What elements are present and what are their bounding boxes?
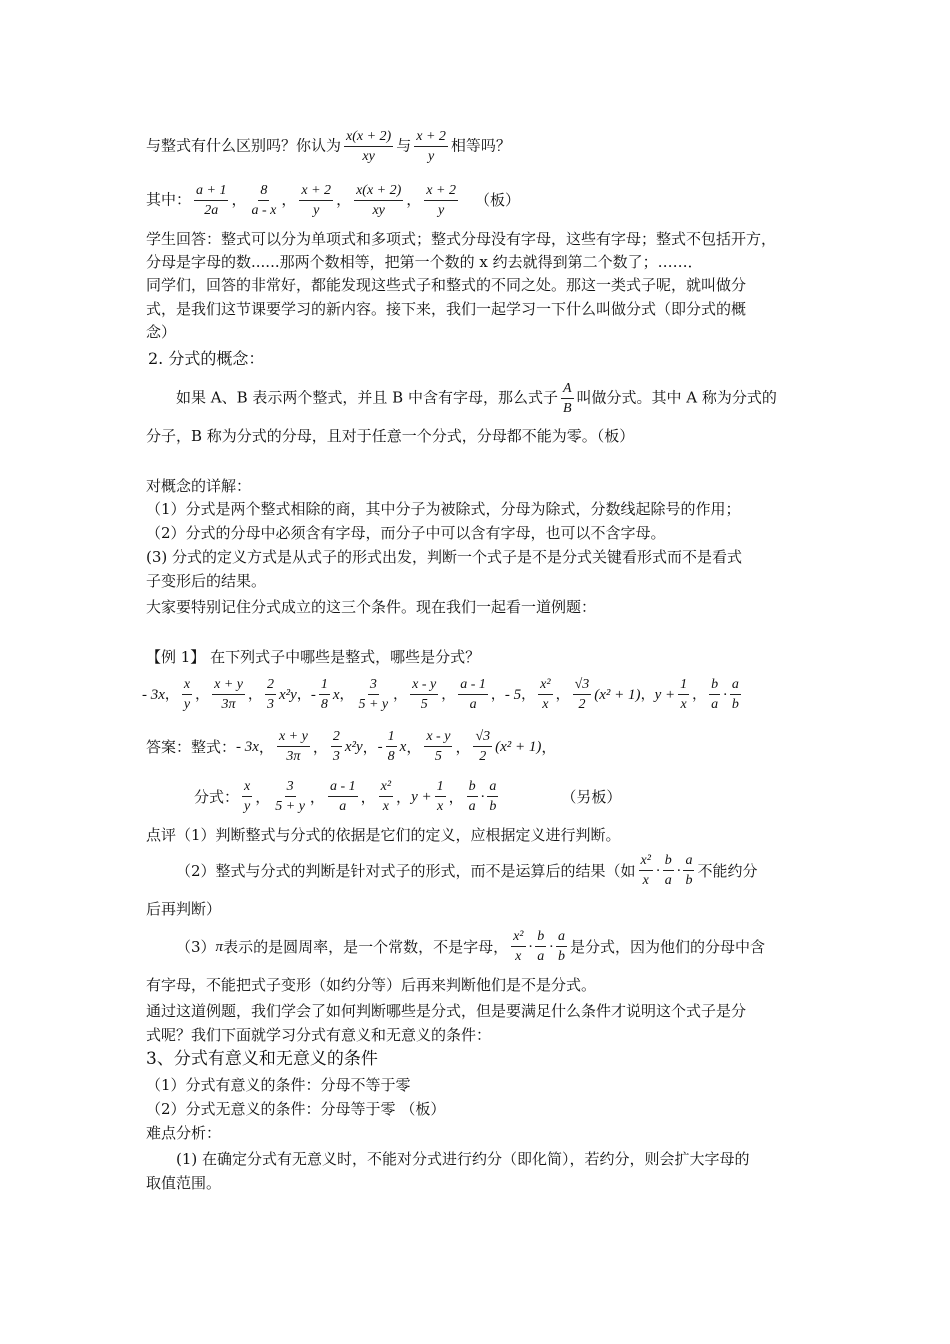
paragraph-line: 其中： $\frac{a + 1}{2a}$ ， $\frac{8}{a - x}$ ， $\frac{x + 2}{y}$ ， $\frac{x(x + 2)}{xy}$ ， $\frac{x + 2}{y}$ （板）: [146, 183, 520, 218]
fraction: $\frac{x(x + 2)}{xy}$: [346, 129, 392, 164]
fraction: $\frac{x + 2}{y}$: [426, 183, 456, 218]
answer-fraction-line: 分式： $\frac{x}{y}$ ， $\frac{3}{5 + y}$ ， $\frac{a - 1}{a}$ ， $\frac{\text{x²}}{x}$ ， y + $\frac{1}{x}$ ， $\frac{b}{a}$ · $\frac{a}{b}$ （另板）: [194, 779, 622, 814]
fraction: $\frac{x(x + 2)}{xy}$: [356, 183, 402, 218]
paragraph-line: 式呢？我们下面就学习分式有意义和无意义的条件：: [146, 1026, 492, 1044]
paragraph-line: 分子，B 称为分式的分母，且对于任意一个分式，分母都不能为零。（板）: [146, 427, 635, 445]
text: 其中：: [146, 190, 192, 209]
paragraph-line: 学生回答：整式可以分为单项式和多项式；整式分母没有字母，这些有字母；整式不包括开方，: [146, 230, 777, 248]
paragraph-line: 有字母，不能把式子变形（如约分等）后再来判断他们是不是分式。: [146, 976, 597, 994]
paragraph-line: 子变形后的结果。: [146, 572, 267, 590]
paragraph-line: 点评（1）判断整式与分式的依据是它们的定义，应根据定义进行判断。: [146, 826, 621, 844]
example-title: 【例 1】 在下列式子中哪些是整式，哪些是分式？: [146, 648, 481, 666]
text: 相等吗？: [450, 136, 511, 155]
fraction: $\frac{8}{a - x}$: [251, 183, 277, 218]
paragraph-line: [146, 128, 826, 165]
fraction: $\frac{a + 1}{2a}$: [196, 183, 227, 218]
fraction: $\frac{x + 2}{y}$: [416, 129, 446, 164]
paragraph-line: 如果 A、B 表示两个整式，并且 B 中含有字母，那么式子 $\frac{A}{B}$ 叫做分式。其中 A 称为分式的: [176, 381, 777, 416]
paragraph-line: 通过这道例题，我们学会了如何判断哪些是分式，但是要满足什么条件才说明这个式子是分: [146, 1002, 747, 1020]
text: （板）: [474, 190, 520, 209]
fraction: $\frac{A}{B}$: [562, 381, 572, 416]
paragraph-line: 念）: [146, 323, 177, 341]
paragraph-line: 对概念的详解：: [146, 477, 252, 495]
paragraph-line: 大家要特别记住分式成立的这三个条件。现在我们一起看一道例题：: [146, 598, 597, 616]
paragraph-line: 式，是我们这节课要学习的新内容。接下来，我们一起学习一下什么叫做分式（即分式的概: [146, 300, 747, 318]
answer-integral-line: 答案：整式： - 3x ， $\frac{x + y}{3\pi}$ ， $\frac{2}{3}$ x²y ， - $\frac{1}{8}$ x ， $\frac{x - y}{5}$ ， $\frac{√3}{2}$ (x² + 1) ，: [146, 729, 557, 764]
list-item: （1）分式是两个整式相除的商，其中分子为被除式，分母为除式，分数线起除号的作用；: [146, 500, 741, 518]
text: 与: [396, 136, 412, 155]
paragraph-line: （3） π 表示的是圆周率，是一个常数，不是字母， $\frac{\text{x²}}{x}$ · $\frac{b}{a}$ · $\frac{a}{b}$ 是分式，因为他们的分母中含: [176, 929, 766, 964]
paragraph-line: (1) 在确定分式有无意义时，不能对分式进行约分（即化简），若约分，则会扩大字母的: [176, 1150, 750, 1168]
section-heading: 3、分式有意义和无意义的条件: [146, 1049, 378, 1069]
paragraph-line: （2）整式与分式的判断是针对式子的形式，而不是运算后的结果（如 $\frac{\text{x²}}{x}$ · $\frac{b}{a}$ · $\frac{a}{b}$ 不能约分: [176, 853, 758, 888]
section-heading: 2. 分式的概念：: [148, 349, 265, 368]
paragraph-line: 分母是字母的数......那两个数相等，把第一个数的 x 约去就得到第二个数了；……．: [146, 253, 703, 271]
fraction: $\frac{x + 2}{y}$: [301, 183, 332, 218]
list-item: (3) 分式的定义方式是从式子的形式出发，判断一个式子是不是分式关键看形式而不是看式: [146, 548, 743, 566]
expression-list: - 3x ， $\frac{x}{y}$ ， $\frac{x + y}{3\pi}$ ， $\frac{2}{3}$ x²y ， - $\frac{1}{8}$ x ， $\frac{3}{5 + y}$ ， $\frac{x - y}{5}$ ， $\frac{a - 1}{a}$ ， - 5 ， $\frac{\text{x²}}{x}$ ， $\frac{√3}{2}$ (x² + 1) ， y + $\frac{1}{x}$ ， $\frac{b}{a}$ · $\frac{a}{b}$: [142, 677, 739, 712]
paragraph-line: 同学们，回答的非常好，都能发现这些式子和整式的不同之处。那这一类式子呢，就叫做分: [146, 276, 747, 294]
paragraph-line: 后再判断）: [146, 900, 222, 918]
paragraph-line: 难点分析：: [146, 1124, 222, 1142]
list-item: （1）分式有意义的条件：分母不等于零: [146, 1076, 411, 1094]
text: 与整式有什么区别吗？你认为: [146, 136, 342, 155]
list-item: （2）分式的分母中必须含有字母，而分子中可以含有字母，也可以不含字母。: [146, 524, 666, 542]
paragraph-line: 取值范围。: [146, 1174, 222, 1192]
list-item: （2）分式无意义的条件：分母等于零 （板）: [146, 1100, 446, 1118]
